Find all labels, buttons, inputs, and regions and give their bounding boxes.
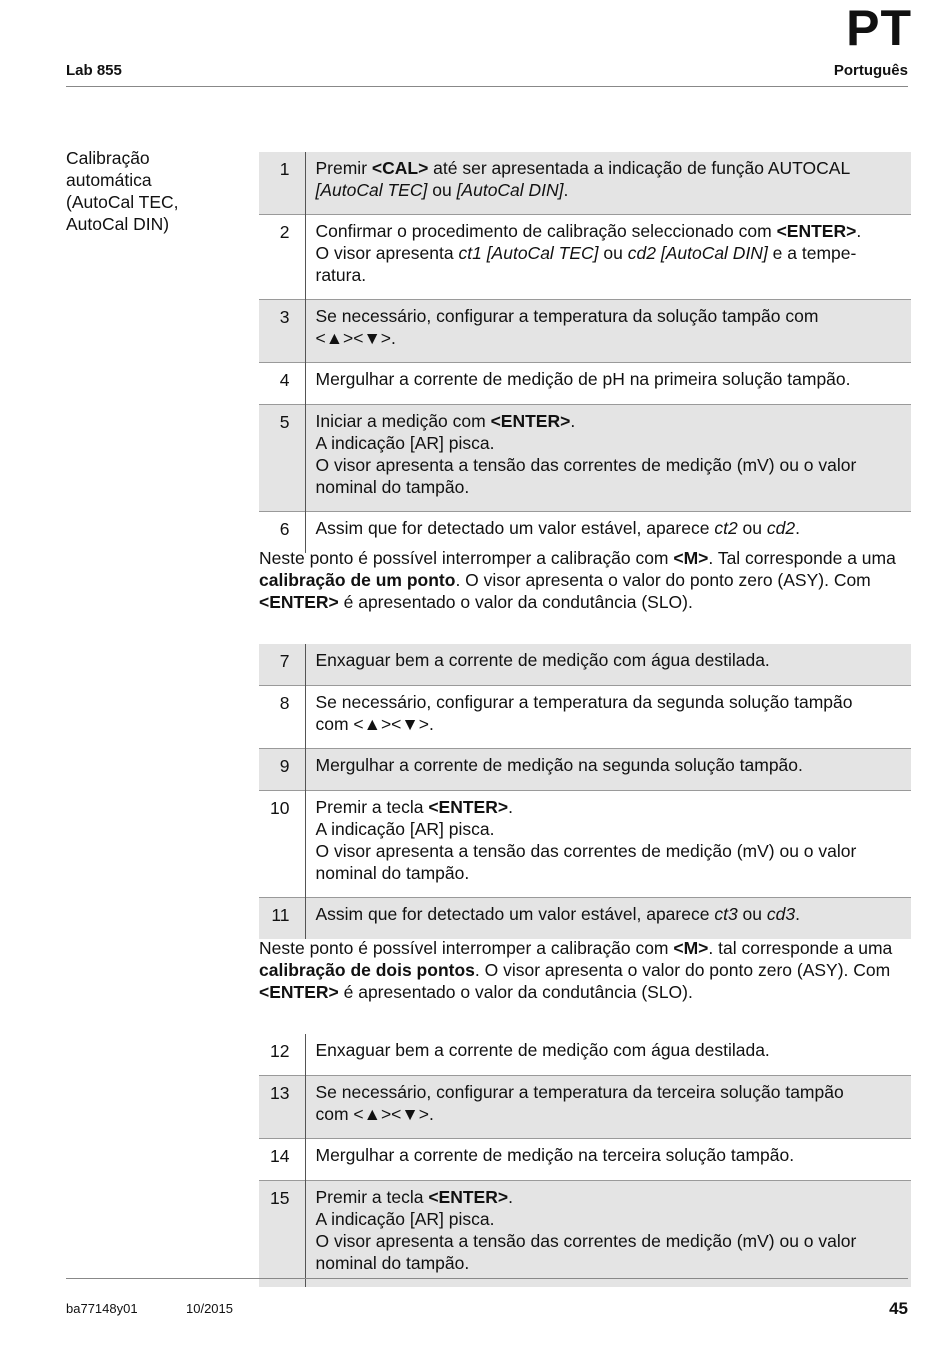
steps-table xyxy=(259,152,911,553)
step-line xyxy=(316,1230,908,1252)
step-line xyxy=(316,517,908,539)
text-run: . xyxy=(856,221,862,241)
text-run: Premir a tecla xyxy=(315,1187,429,1207)
text-run: [AutoCal DIN] xyxy=(456,180,564,200)
text-run: . O visor apresenta o valor do ponto zero (ASY). Com xyxy=(474,960,891,980)
text-run: <M> xyxy=(673,938,709,958)
text-run: com <▲><▼>. xyxy=(315,714,434,734)
step-text xyxy=(305,749,911,791)
step-row xyxy=(259,152,911,215)
step-row xyxy=(259,749,911,791)
text-run: [AutoCal TEC] xyxy=(315,180,428,200)
text-run: . xyxy=(563,180,569,200)
text-run: A indicação [AR] pisca. xyxy=(315,819,495,839)
text-run: <CAL> xyxy=(371,158,429,178)
text-run: . xyxy=(570,411,576,431)
step-row xyxy=(259,1034,911,1076)
text-run: nominal do tampão. xyxy=(315,1253,470,1273)
text-run: calibração de dois pontos xyxy=(259,960,475,980)
text-run: Mergulhar a corrente de medição na segunda solução tampão. xyxy=(315,755,803,775)
section-title: Calibração automática (AutoCal TEC, AutoCal DIN) xyxy=(66,148,179,234)
step-line xyxy=(316,1144,908,1166)
step-line xyxy=(316,818,908,840)
step-line xyxy=(316,179,908,201)
block-note-2 xyxy=(259,937,911,1003)
step-line xyxy=(316,410,908,432)
step-text xyxy=(305,898,911,940)
text-run: Se necessário, configurar a temperatura da segunda solução tampão xyxy=(315,692,853,712)
step-line xyxy=(316,157,908,179)
note-text xyxy=(259,547,911,613)
text-run: Premir a tecla xyxy=(315,797,429,817)
step-line xyxy=(316,862,908,884)
step-number: 4 xyxy=(259,363,305,405)
step-row xyxy=(259,898,911,940)
text-run: . xyxy=(795,518,800,538)
step-line xyxy=(316,220,908,242)
text-run: <ENTER> xyxy=(776,221,857,241)
step-row xyxy=(259,1181,911,1288)
step-line xyxy=(316,903,908,925)
step-number: 13 xyxy=(259,1076,305,1139)
text-run: O visor apresenta a tensão das correntes de medição (mV) ou o valor xyxy=(315,841,857,861)
step-row xyxy=(259,791,911,898)
text-run: O visor apresenta a tensão das correntes de medição (mV) ou o valor xyxy=(315,455,857,475)
text-run: A indicação [AR] pisca. xyxy=(315,433,495,453)
text-run: . xyxy=(508,797,513,817)
text-run: A indicação [AR] pisca. xyxy=(315,1209,495,1229)
step-number: 5 xyxy=(259,405,305,512)
step-row xyxy=(259,215,911,300)
block-steps-2 xyxy=(259,644,911,939)
steps-table xyxy=(259,644,911,939)
text-run: Se necessário, configurar a temperatura da terceira solução tampão xyxy=(315,1082,844,1102)
block-steps-1 xyxy=(259,152,911,553)
steps-table xyxy=(259,1034,911,1287)
language-label: Português xyxy=(833,62,908,79)
step-line xyxy=(316,1081,908,1103)
step-line xyxy=(316,264,908,286)
step-number: 15 xyxy=(259,1181,305,1288)
text-run: calibração de um ponto xyxy=(259,570,456,590)
text-run: Neste ponto é possível interromper a calibração com xyxy=(259,548,674,568)
step-text xyxy=(305,1034,911,1076)
step-number: 8 xyxy=(259,686,305,749)
text-run: . xyxy=(795,904,800,924)
step-line xyxy=(316,796,908,818)
text-run: Assim que for detectado um valor estável, aparece xyxy=(315,904,715,924)
note-paragraph xyxy=(259,547,911,613)
text-run: Enxaguar bem a corrente de medição com água destilada. xyxy=(315,1040,770,1060)
step-line xyxy=(316,691,908,713)
step-text xyxy=(305,686,911,749)
step-number: 11 xyxy=(259,898,305,940)
step-row xyxy=(259,405,911,512)
text-run: nominal do tampão. xyxy=(315,477,470,497)
text-run: O visor apresenta a tensão das correntes de medição (mV) ou o valor xyxy=(315,1231,857,1251)
step-text xyxy=(305,791,911,898)
text-run: cd3 xyxy=(766,904,796,924)
step-line xyxy=(316,754,908,776)
text-run: com <▲><▼>. xyxy=(315,1104,434,1124)
header-rule xyxy=(66,86,908,87)
block-steps-3 xyxy=(259,1034,911,1287)
text-run: ou xyxy=(427,180,457,200)
language-code: PT xyxy=(846,0,912,56)
step-number: 2 xyxy=(259,215,305,300)
note-text xyxy=(259,937,911,1003)
step-text xyxy=(305,644,911,686)
step-text xyxy=(305,152,911,215)
step-line xyxy=(316,1252,908,1274)
text-run: ou xyxy=(737,904,767,924)
text-run: Neste ponto é possível interromper a calibração com xyxy=(259,938,674,958)
step-line xyxy=(316,1208,908,1230)
step-line xyxy=(316,649,908,671)
note-paragraph xyxy=(259,937,911,1003)
text-run: e a tempe- xyxy=(767,243,857,263)
text-run: <ENTER> xyxy=(490,411,571,431)
step-line xyxy=(316,840,908,862)
step-text xyxy=(305,1139,911,1181)
step-line xyxy=(316,1186,908,1208)
step-row xyxy=(259,300,911,363)
text-run: é apresentado o valor da condutância (SLO). xyxy=(338,982,693,1002)
text-run: . Tal corresponde a uma xyxy=(708,548,896,568)
footer-rule xyxy=(66,1278,908,1279)
text-run: <ENTER> xyxy=(259,982,339,1002)
step-number: 10 xyxy=(259,791,305,898)
text-run: ou xyxy=(737,518,767,538)
text-run: ct3 xyxy=(714,904,738,924)
step-line xyxy=(316,305,908,327)
text-run: O visor apresenta xyxy=(315,243,459,263)
block-note-1 xyxy=(259,547,911,613)
step-line xyxy=(316,242,908,264)
step-line xyxy=(316,454,908,476)
text-run: nominal do tampão. xyxy=(315,863,470,883)
text-run: ratura. xyxy=(315,265,367,285)
step-number: 9 xyxy=(259,749,305,791)
text-run: <▲><▼>. xyxy=(315,328,396,348)
step-row xyxy=(259,644,911,686)
step-line xyxy=(316,713,908,735)
text-run: Confirmar o procedimento de calibração seleccionado com xyxy=(315,221,777,241)
text-run: <M> xyxy=(673,548,709,568)
step-text xyxy=(305,1181,911,1288)
text-run: Mergulhar a corrente de medição na terceira solução tampão. xyxy=(315,1145,795,1165)
text-run: Assim que for detectado um valor estável, aparece xyxy=(315,518,715,538)
step-line xyxy=(316,476,908,498)
page-number: 45 xyxy=(889,1299,908,1318)
step-text xyxy=(305,363,911,405)
step-row xyxy=(259,1139,911,1181)
text-run: Enxaguar bem a corrente de medição com água destilada. xyxy=(315,650,770,670)
text-run: <ENTER> xyxy=(259,592,339,612)
step-row xyxy=(259,1076,911,1139)
doc-date: 10/2015 xyxy=(186,1301,233,1316)
step-text xyxy=(305,300,911,363)
text-run: <ENTER> xyxy=(428,1187,509,1207)
step-number: 6 xyxy=(259,512,305,554)
text-run: cd2 xyxy=(766,518,796,538)
text-run: até ser apresentada a indicação de função AUTOCAL xyxy=(428,158,851,178)
step-number: 1 xyxy=(259,152,305,215)
step-line xyxy=(316,1039,908,1061)
step-row xyxy=(259,686,911,749)
text-run: ct1 [AutoCal TEC] xyxy=(458,243,599,263)
step-line xyxy=(316,1103,908,1125)
text-run: é apresentado o valor da condutância (SLO). xyxy=(338,592,693,612)
step-number: 7 xyxy=(259,644,305,686)
text-run: Premir xyxy=(315,158,372,178)
text-run: Se necessário, configurar a temperatura da solução tampão com xyxy=(315,306,819,326)
step-number: 12 xyxy=(259,1034,305,1076)
step-line xyxy=(316,368,908,390)
text-run: . tal corresponde a uma xyxy=(708,938,893,958)
text-run: cd2 [AutoCal DIN] xyxy=(627,243,768,263)
step-number: 3 xyxy=(259,300,305,363)
step-text xyxy=(305,215,911,300)
text-run: . xyxy=(508,1187,513,1207)
step-line xyxy=(316,327,908,349)
text-run: Mergulhar a corrente de medição de pH na primeira solução tampão. xyxy=(315,369,851,389)
text-run: <ENTER> xyxy=(428,797,509,817)
text-run: ct2 xyxy=(714,518,738,538)
step-line xyxy=(316,432,908,454)
text-run: ou xyxy=(598,243,628,263)
doc-number: ba77148y01 xyxy=(66,1301,138,1316)
step-text xyxy=(305,1076,911,1139)
product-name: Lab 855 xyxy=(66,62,122,79)
step-row xyxy=(259,363,911,405)
step-number: 14 xyxy=(259,1139,305,1181)
text-run: . O visor apresenta o valor do ponto zero (ASY). Com xyxy=(455,570,871,590)
text-run: Iniciar a medição com xyxy=(315,411,491,431)
step-text xyxy=(305,405,911,512)
